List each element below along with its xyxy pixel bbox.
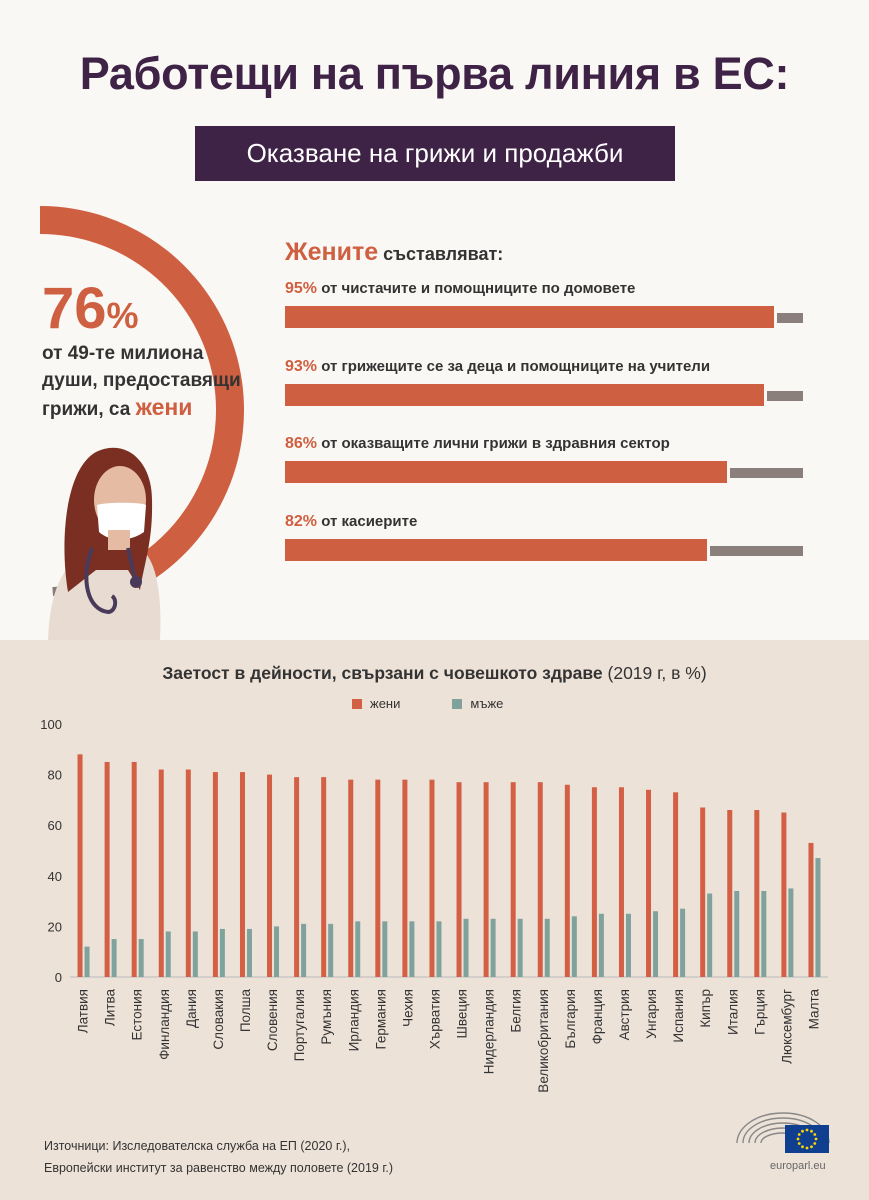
- stat-percent: 93%: [285, 358, 318, 375]
- bar-men: [464, 919, 469, 977]
- donut-chart: [0, 195, 280, 665]
- bar-women: [808, 843, 813, 977]
- eu-star: [815, 1138, 818, 1141]
- x-tick-label: Чехия: [400, 989, 416, 1027]
- hero-percent-value: 76: [42, 276, 107, 341]
- bar-women: [565, 785, 570, 977]
- x-tick-label: Испания: [671, 989, 687, 1043]
- bar-men: [653, 911, 658, 977]
- bar-men: [85, 947, 90, 977]
- bar-women: [294, 777, 299, 977]
- x-tick-label: Белгия: [508, 989, 524, 1033]
- bar-women: [673, 792, 678, 977]
- stethoscope-chest-piece: [130, 576, 142, 588]
- stat-label: [285, 280, 805, 298]
- bar-men: [815, 858, 820, 977]
- bar-women: [592, 787, 597, 977]
- x-tick-label: Германия: [373, 989, 389, 1050]
- hero-percent-sign: %: [106, 295, 139, 336]
- page-subtitle: [195, 126, 675, 181]
- hero-text-highlight: жени: [135, 394, 193, 420]
- stat-bar-women: [285, 306, 774, 328]
- eu-star: [813, 1133, 816, 1136]
- eu-star: [806, 1147, 809, 1150]
- bar-women: [457, 782, 462, 977]
- x-tick-label: Франция: [589, 989, 605, 1045]
- chart-title-main: Заетост в дейности, свързани с човешкото здраве: [162, 663, 603, 683]
- y-tick-label: 60: [47, 818, 62, 834]
- bar-women: [78, 754, 83, 977]
- bar-women: [700, 807, 705, 977]
- bar-women: [186, 770, 191, 977]
- x-tick-label: Хърватия: [427, 989, 443, 1050]
- bar-women: [511, 782, 516, 977]
- hero-text-body: от 49-те милиона души, предоставящи грижи, са: [42, 343, 241, 420]
- bar-women: [132, 762, 137, 977]
- y-tick-label: 20: [47, 919, 62, 935]
- bar-women: [429, 780, 434, 977]
- bar-men: [518, 919, 523, 977]
- women-heading-highlight: Жените: [285, 238, 379, 266]
- x-tick-label: Унгария: [644, 989, 660, 1039]
- hero-text: [42, 340, 242, 423]
- x-tick-label: Финландия: [156, 989, 172, 1060]
- stat-bar-women: [285, 461, 727, 483]
- eu-star: [813, 1142, 816, 1145]
- women-heading: [285, 238, 503, 267]
- y-tick-label: 0: [54, 970, 62, 985]
- bar-women: [105, 762, 110, 977]
- legend-label-women: жени: [370, 696, 401, 711]
- stat-bar-women: [285, 539, 707, 561]
- stat-percent: 86%: [285, 435, 318, 452]
- x-tick-label: Австрия: [616, 989, 632, 1041]
- bar-men: [301, 924, 306, 977]
- page-title: Работещи на първа линия в ЕС:: [79, 48, 790, 99]
- stat-percent: 82%: [285, 513, 318, 530]
- eu-star: [798, 1133, 801, 1136]
- bar-men: [166, 931, 171, 977]
- bar-women: [781, 813, 786, 977]
- x-tick-label: Полша: [237, 989, 253, 1033]
- bar-women: [240, 772, 245, 977]
- stat-bar: [285, 461, 805, 483]
- stat-bar-men: [730, 468, 803, 478]
- x-tick-label: Словакия: [210, 989, 226, 1050]
- x-tick-label: Румъния: [319, 989, 335, 1045]
- stat-bar: [285, 539, 805, 561]
- stat-label: [285, 358, 805, 376]
- x-tick-label: Кипър: [698, 989, 714, 1028]
- bar-men: [788, 888, 793, 977]
- legend-label-men: мъже: [470, 696, 504, 711]
- stat-item-cashiers: [285, 513, 805, 561]
- stat-label: [285, 435, 805, 453]
- bar-men: [193, 931, 198, 977]
- bar-men: [734, 891, 739, 977]
- stat-bar: [285, 306, 805, 328]
- stat-description: от оказващите лични грижи в здравния сектор: [317, 435, 670, 452]
- bar-men: [382, 921, 387, 977]
- bar-women: [754, 810, 759, 977]
- eu-star: [810, 1145, 813, 1148]
- doctor-illustration: [48, 448, 160, 640]
- x-tick-label: България: [562, 989, 578, 1049]
- x-tick-label: Малта: [806, 989, 822, 1030]
- bar-men: [599, 914, 604, 977]
- bar-women: [375, 780, 380, 977]
- sources-line-1: Източници: Изследователска служба на ЕП (2020 г.),: [44, 1139, 350, 1153]
- x-tick-label: Дания: [183, 989, 199, 1028]
- y-tick-label: 100: [40, 717, 62, 732]
- bar-men: [328, 924, 333, 977]
- bar-women: [267, 775, 272, 977]
- stat-description: от касиерите: [317, 513, 418, 530]
- x-tick-label: Ирландия: [346, 989, 362, 1052]
- bar-men: [220, 929, 225, 977]
- doctor-neck: [108, 530, 130, 550]
- chart-title: [0, 663, 869, 684]
- stat-bar-men: [710, 546, 803, 556]
- bar-men: [112, 939, 117, 977]
- hero-percent: [42, 276, 139, 341]
- bar-women: [538, 782, 543, 977]
- bar-women: [213, 772, 218, 977]
- bar-men: [491, 919, 496, 977]
- bar-women: [402, 780, 407, 977]
- stat-bar-men: [777, 313, 803, 323]
- x-tick-label: Словения: [265, 989, 281, 1052]
- bar-men: [355, 921, 360, 977]
- stat-bar: [285, 384, 805, 406]
- bar-men: [761, 891, 766, 977]
- bar-men: [680, 909, 685, 977]
- stat-item-childcare: [285, 358, 805, 406]
- stat-bar-women: [285, 384, 764, 406]
- eu-star: [798, 1142, 801, 1145]
- bar-men: [247, 929, 252, 977]
- bar-men: [707, 894, 712, 977]
- x-tick-label: Великобритания: [535, 989, 551, 1093]
- european-parliament-logo: [733, 1103, 833, 1158]
- x-tick-label: Португалия: [292, 989, 308, 1062]
- subtitle-text: Оказване на грижи и продажби: [246, 138, 624, 168]
- bar-men: [139, 939, 144, 977]
- bar-men: [572, 916, 577, 977]
- x-tick-label: Естония: [129, 989, 145, 1041]
- x-tick-label: Нидерландия: [481, 989, 497, 1075]
- stat-bar-men: [767, 391, 803, 401]
- x-tick-label: Швеция: [454, 989, 470, 1039]
- eu-star: [797, 1138, 800, 1141]
- bar-men: [274, 926, 279, 977]
- bar-women: [321, 777, 326, 977]
- bar-men: [409, 921, 414, 977]
- y-tick-label: 80: [47, 767, 62, 783]
- stat-description: от чистачите и помощниците по домовете: [317, 280, 636, 297]
- x-tick-label: Люксембург: [779, 989, 795, 1064]
- bar-women: [484, 782, 489, 977]
- eu-star: [801, 1145, 804, 1148]
- bar-women: [646, 790, 651, 977]
- bar-women: [727, 810, 732, 977]
- y-tick-label: 40: [47, 868, 62, 884]
- sources: [44, 1135, 393, 1179]
- stat-item-cleaners: [285, 280, 805, 328]
- eu-star: [810, 1130, 813, 1133]
- eu-star: [806, 1129, 809, 1132]
- stat-description: от грижещите се за деца и помощниците на учители: [317, 358, 711, 375]
- chart-title-suffix: (2019 г, в %): [602, 663, 707, 683]
- stat-label: [285, 513, 805, 531]
- bar-chart: [0, 700, 869, 1130]
- sources-line-2: Европейски институт за равенство между половете (2019 г.): [44, 1161, 394, 1175]
- x-tick-label: Литва: [102, 989, 118, 1027]
- women-heading-rest: съставляват:: [378, 244, 504, 264]
- bar-women: [159, 770, 164, 977]
- bar-men: [436, 921, 441, 977]
- eu-star: [801, 1130, 804, 1133]
- bar-women: [348, 780, 353, 977]
- logo-caption: europarl.eu: [770, 1160, 826, 1172]
- bar-men: [545, 919, 550, 977]
- stat-item-health-care: [285, 435, 805, 483]
- x-tick-label: Италия: [725, 989, 741, 1035]
- stat-percent: 95%: [285, 280, 318, 297]
- x-tick-label: Гърция: [752, 989, 768, 1035]
- x-tick-label: Латвия: [75, 989, 91, 1034]
- bar-men: [626, 914, 631, 977]
- bar-women: [619, 787, 624, 977]
